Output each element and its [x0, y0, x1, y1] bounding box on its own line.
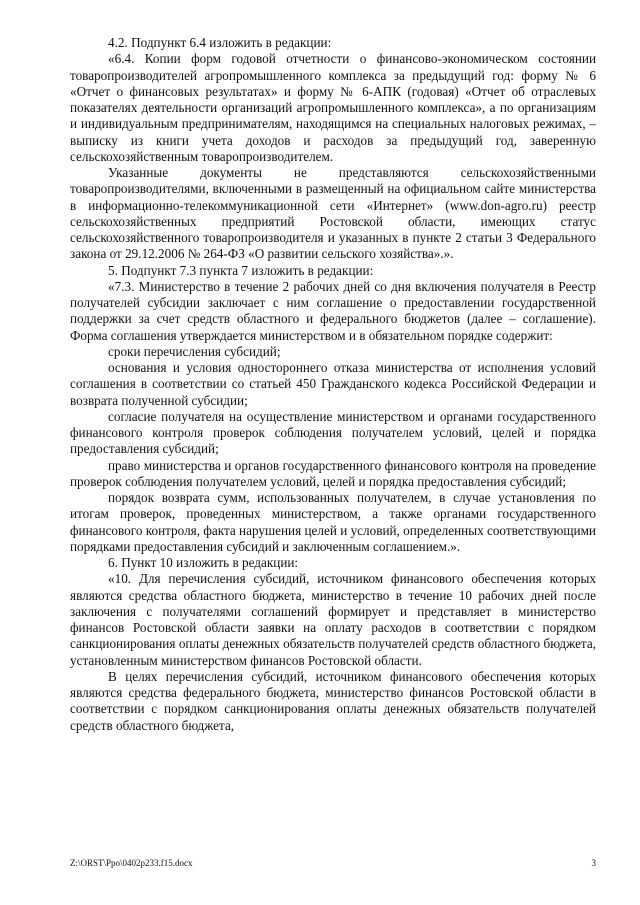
list-item-terms: сроки перечисления субсидий; [108, 343, 281, 359]
paragraph-5: 5. Подпункт 7.3 пункта 7 изложить в редакции: [108, 262, 374, 278]
page-footer [70, 858, 596, 868]
paragraph-federal: В целях перечисления субсидий, источником финансового обеспечения которых являются средства федерального бюджета, министерство финансов Ростовской области в соответствии с порядком санкционирования оплаты денежных обязательств получателей средств областного бюджета, [70, 668, 596, 733]
paragraph-7-3: «7.3. Министерство в течение 2 рабочих дней со дня включения получателя в Реестр получателей субсидии заключает с ним соглашение о предоставлении государственной поддержки за счет средств областного и федерального бюджетов (далее – соглашение). Форма соглашения утверждается министерством и в обязательном порядке содержит: [70, 278, 596, 343]
list-item-grounds: основания и условия одностороннего отказа министерства от исполнения условий соглашения в соответствии со статьей 450 Гражданского кодекса Российской Федерации и возврата полученной субсидии; [70, 360, 596, 408]
page-number: 3 [591, 858, 596, 868]
list-item-right: право министерства и органов государственного финансового контроля на проведение проверок соблюдения получателем условий, целей и порядка предоставления субсидий; [70, 457, 596, 489]
list-item-consent: согласие получателя на осуществление министерством и органами государственного финансового контроля проверок соблюдения получателем условий, целей и порядка предоставления субсидий; [70, 408, 596, 457]
paragraph-10: «10. Для перечисления субсидий, источником финансового обеспечения которых являются средства областного бюджета, министерство в течение 10 рабочих дней после заключения с получателями соглашений формирует и представляет в министерство финансов Ростовской области заявки на оплату расходов в соответствии с порядком санкционирования оплаты денежных обязательств получателей средств областного бюджета, установленным министерством финансов Ростовской области. [70, 571, 596, 668]
paragraph-documents-note: Указанные документы не представляются сельскохозяйственными товаропроизводителями, включенными в размещенный на официальном сайте министерства в информационно-телекоммуникационной сети «Интернет» (www.don-agro.ru) реестр сельскохозяйственных предприятий Ростовской области, имеющих статус сельскохозяйственного товаропроизводителя и указанных в пункте 2 статьи 3 Федерального закона от 29.12.2006 № 264-ФЗ «О развитии сельского хозяйства».». [70, 165, 596, 262]
paragraph-6-4: «6.4. Копии форм годовой отчетности о финансово-экономическом состоянии товаропроизводителей агропромышленного комплекса за предыдущий год: форму № 6 «Отчет о финансовых результатах» и форму № 6-АПК (годовая) «Отчет об отраслевых показателях деятельности организаций агропромышленного комплекса», а по организациям и индивидуальным предпринимателям, находящимся на специальных налоговых режимах, – выписку из книги учета доходов и расходов за предыдущий год, заверенную сельскохозяйственным товаропроизводителем. [70, 51, 596, 164]
footer-file-path: Z:\ORST\Ppo\0402p233.f15.docx [70, 858, 193, 868]
paragraph-6: 6. Пункт 10 изложить в редакции: [108, 555, 299, 570]
paragraph-4-2: 4.2. Подпункт 6.4 изложить в редакции: [108, 35, 332, 50]
list-item-refund: порядок возврата сумм, использованных получателем, в случае установления по итогам проверок, проведенных министерством, а также органами государственного финансового контроля, факта нарушения целей и условий, определенных соответствующими порядками предоставления субсидий и заключенным соглашением.». [70, 490, 596, 554]
document-body [70, 35, 596, 734]
